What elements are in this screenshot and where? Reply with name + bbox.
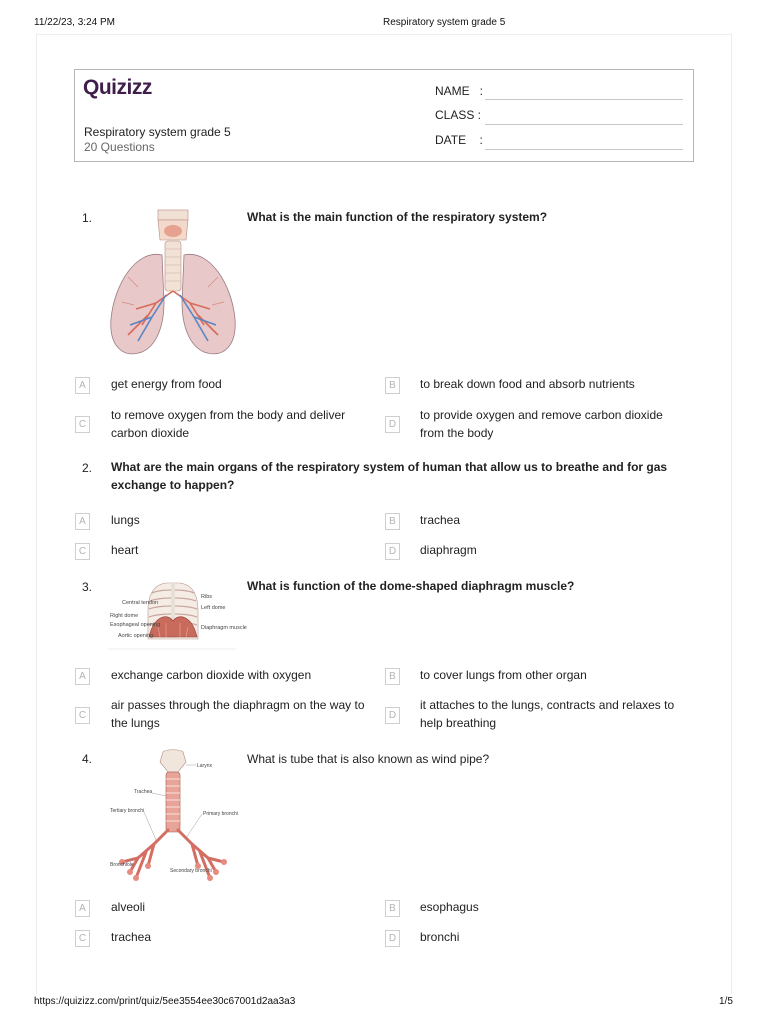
diagram-label: Secondary bronchi <box>170 868 212 874</box>
option-text[interactable]: to cover lungs from other organ <box>420 668 587 682</box>
diagram-label: Central tendon <box>122 600 159 606</box>
option-marker[interactable]: B <box>385 513 400 530</box>
class-field-line[interactable] <box>485 124 683 125</box>
diagram-label: Aortic opening <box>118 633 154 639</box>
option-text[interactable]: trachea <box>111 930 152 944</box>
print-url: https://quizizz.com/print/quiz/5ee3554ee30c67001d2aa3a3 <box>34 996 296 1007</box>
date-field-line[interactable] <box>485 149 683 150</box>
question-number: 4. <box>82 752 93 766</box>
option-marker[interactable]: B <box>385 377 400 394</box>
diagram-label: Larynx <box>197 763 213 769</box>
option-text[interactable]: to remove oxygen from the body and deliver carbon dioxide <box>111 408 346 440</box>
option-marker[interactable]: A <box>75 377 90 394</box>
diagram-label: Ribs <box>201 594 213 600</box>
class-label: CLASS : <box>435 108 482 122</box>
option-text[interactable]: bronchi <box>420 930 460 944</box>
option-marker[interactable]: D <box>385 930 400 947</box>
lungs-illustration <box>108 207 238 359</box>
option-marker[interactable]: B <box>385 900 400 917</box>
option-text[interactable]: get energy from food <box>111 377 222 391</box>
question-number: 1. <box>82 211 93 225</box>
print-datetime: 11/22/23, 3:24 PM <box>34 17 115 28</box>
print-title: Respiratory system grade 5 <box>383 17 506 28</box>
name-label: NAME : <box>435 84 484 98</box>
option-text[interactable]: to provide oxygen and remove carbon dioxide from the body <box>420 408 663 440</box>
option-text[interactable]: it attaches to the lungs, contracts and relaxes to help breathing <box>420 698 675 730</box>
option-text[interactable]: lungs <box>111 513 140 527</box>
diagram-label: Right dome <box>110 613 139 619</box>
option-marker[interactable]: D <box>385 543 400 560</box>
option-marker[interactable]: B <box>385 668 400 685</box>
diaphragm-illustration <box>108 577 247 653</box>
diagram-label: Bronchiole <box>110 862 134 868</box>
option-text[interactable]: diaphragm <box>420 543 477 557</box>
question-number: 2. <box>82 461 93 475</box>
diagram-label: Primary bronchi <box>203 811 239 817</box>
question-text: What is the main function of the respiratory system? <box>247 210 548 224</box>
option-marker[interactable]: A <box>75 668 90 685</box>
option-text[interactable]: exchange carbon dioxide with oxygen <box>111 668 312 682</box>
date-label: DATE : <box>435 133 483 147</box>
trachea-illustration <box>108 748 238 883</box>
name-field-line[interactable] <box>485 99 683 100</box>
option-text[interactable]: air passes through the diaphragm on the way to the lungs <box>111 698 365 730</box>
diagram-label: Tertiary bronchi <box>110 808 145 814</box>
diagram-label: Diaphragm muscle <box>201 625 247 631</box>
option-marker[interactable]: A <box>75 513 90 530</box>
question-text: What is tube that is also known as wind pipe? <box>247 752 490 766</box>
option-text[interactable]: heart <box>111 543 139 557</box>
question-text: What are the main organs of the respiratory system of human that allow us to breathe and for gas exchange to happen? <box>111 460 668 492</box>
option-text[interactable]: esophagus <box>420 900 479 914</box>
diagram-label: Esophageal opening <box>110 622 161 628</box>
option-marker[interactable]: A <box>75 900 90 917</box>
quiz-header-card <box>74 69 694 162</box>
print-page-number: 1/5 <box>719 996 733 1007</box>
quiz-title: Respiratory system grade 5 <box>84 125 231 139</box>
diagram-label: Trachea <box>134 789 153 795</box>
option-marker[interactable]: C <box>75 543 90 560</box>
quizizz-logo: Quizizz <box>83 76 152 99</box>
question-number: 3. <box>82 580 93 594</box>
question-count: 20 Questions <box>84 140 155 154</box>
option-marker[interactable]: D <box>385 707 400 724</box>
option-marker[interactable]: C <box>75 930 90 947</box>
option-text[interactable]: alveoli <box>111 900 146 914</box>
diagram-label: Left dome <box>201 605 226 611</box>
option-text[interactable]: trachea <box>420 513 461 527</box>
option-marker[interactable]: C <box>75 707 90 724</box>
question-text: What is function of the dome-shaped diaphragm muscle? <box>247 579 575 593</box>
option-text[interactable]: to break down food and absorb nutrients <box>420 377 635 391</box>
option-marker[interactable]: C <box>75 416 90 433</box>
option-marker[interactable]: D <box>385 416 400 433</box>
